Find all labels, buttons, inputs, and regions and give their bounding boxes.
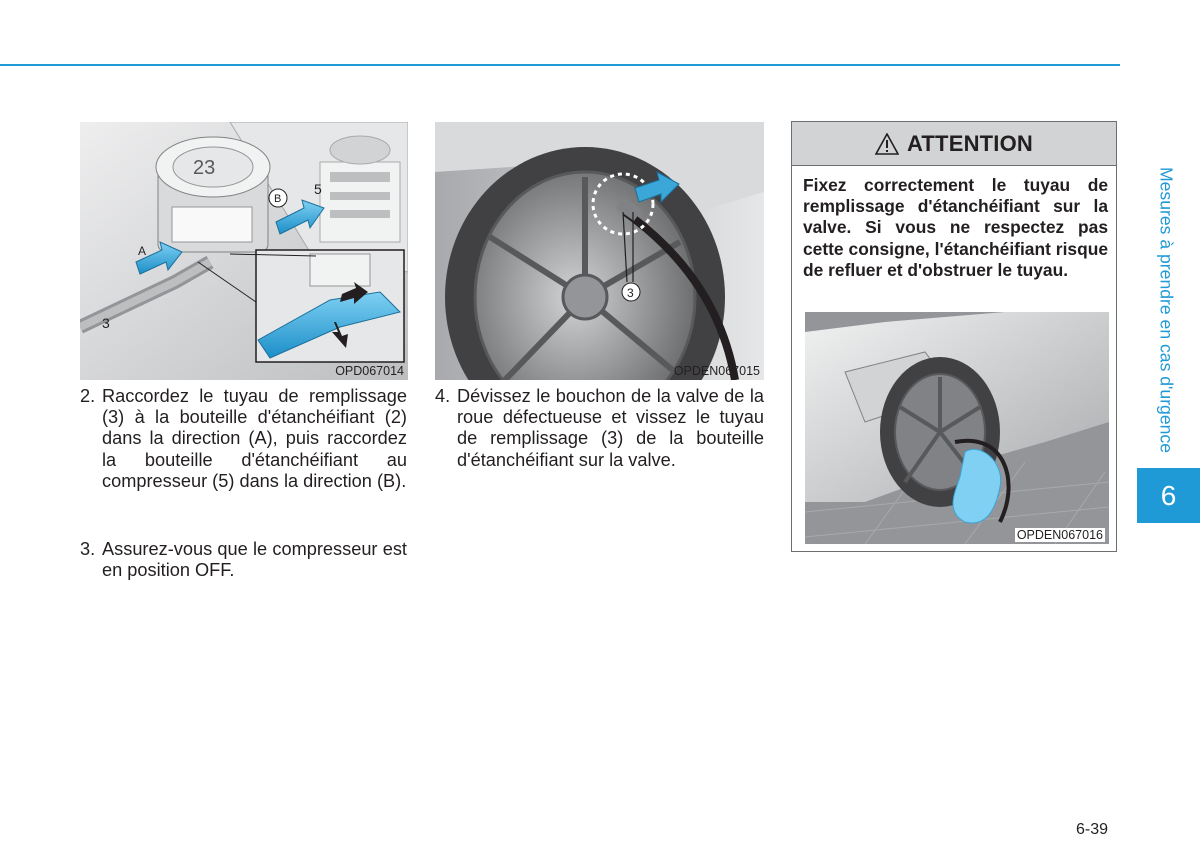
step-4 xyxy=(435,386,764,471)
wheel-valve-illustration xyxy=(435,122,764,380)
sealant-leak-illustration xyxy=(805,312,1109,544)
chapter-tab: 6 xyxy=(1137,468,1200,523)
step-number: 4. xyxy=(435,386,451,406)
warning-triangle-icon xyxy=(875,133,899,155)
step-text: Raccordez le tuyau de remplissage (3) à la bouteille d'étanchéifiant (2) dans la direction (A), puis raccordez la bouteille d'étanchéifiant au compresseur (5) dans la direction (B). xyxy=(102,386,407,491)
page-number: 6-39 xyxy=(1076,821,1109,838)
label-3: 3 xyxy=(627,286,634,300)
attention-text: Fixez correctement le tuyau de remplissage d'étanchéifiant sur la valve. Si vous ne respectez pas cette consigne, l'étanchéifiant risque de refluer et d'obstruer le tuyau. xyxy=(803,175,1108,280)
section-title: Mesures à prendre en cas d'urgence xyxy=(1156,166,1177,454)
figure-caption: OPDEN067016 xyxy=(1016,528,1103,542)
top-rule xyxy=(0,64,1120,66)
label-a: A xyxy=(138,244,147,258)
svg-text:23: 23 xyxy=(193,157,216,179)
label-3: 3 xyxy=(102,315,110,331)
step-text: Dévissez le bouchon de la valve de la roue défectueuse et vissez le tuyau de remplissage (3) de la bouteille d'étanchéifiant sur la valve. xyxy=(457,386,764,470)
step-number: 3. xyxy=(80,539,96,559)
attention-header xyxy=(792,122,1116,166)
figure-caption: OPDEN067015 xyxy=(673,364,760,378)
figure-wheel-valve xyxy=(435,122,764,380)
figure-sealant-connection xyxy=(80,122,408,380)
step-number: 2. xyxy=(80,386,96,406)
step-3 xyxy=(80,539,407,581)
figure-sealant-leak xyxy=(805,312,1109,544)
attention-title: ATTENTION xyxy=(906,130,1034,156)
label-5: 5 xyxy=(314,181,322,197)
label-b: B xyxy=(274,193,282,205)
figure-caption: OPD067014 xyxy=(335,364,404,378)
step-2 xyxy=(80,386,407,492)
step-text: Assurez-vous que le compresseur est en position OFF. xyxy=(102,539,407,581)
sealant-connection-illustration xyxy=(80,122,408,380)
